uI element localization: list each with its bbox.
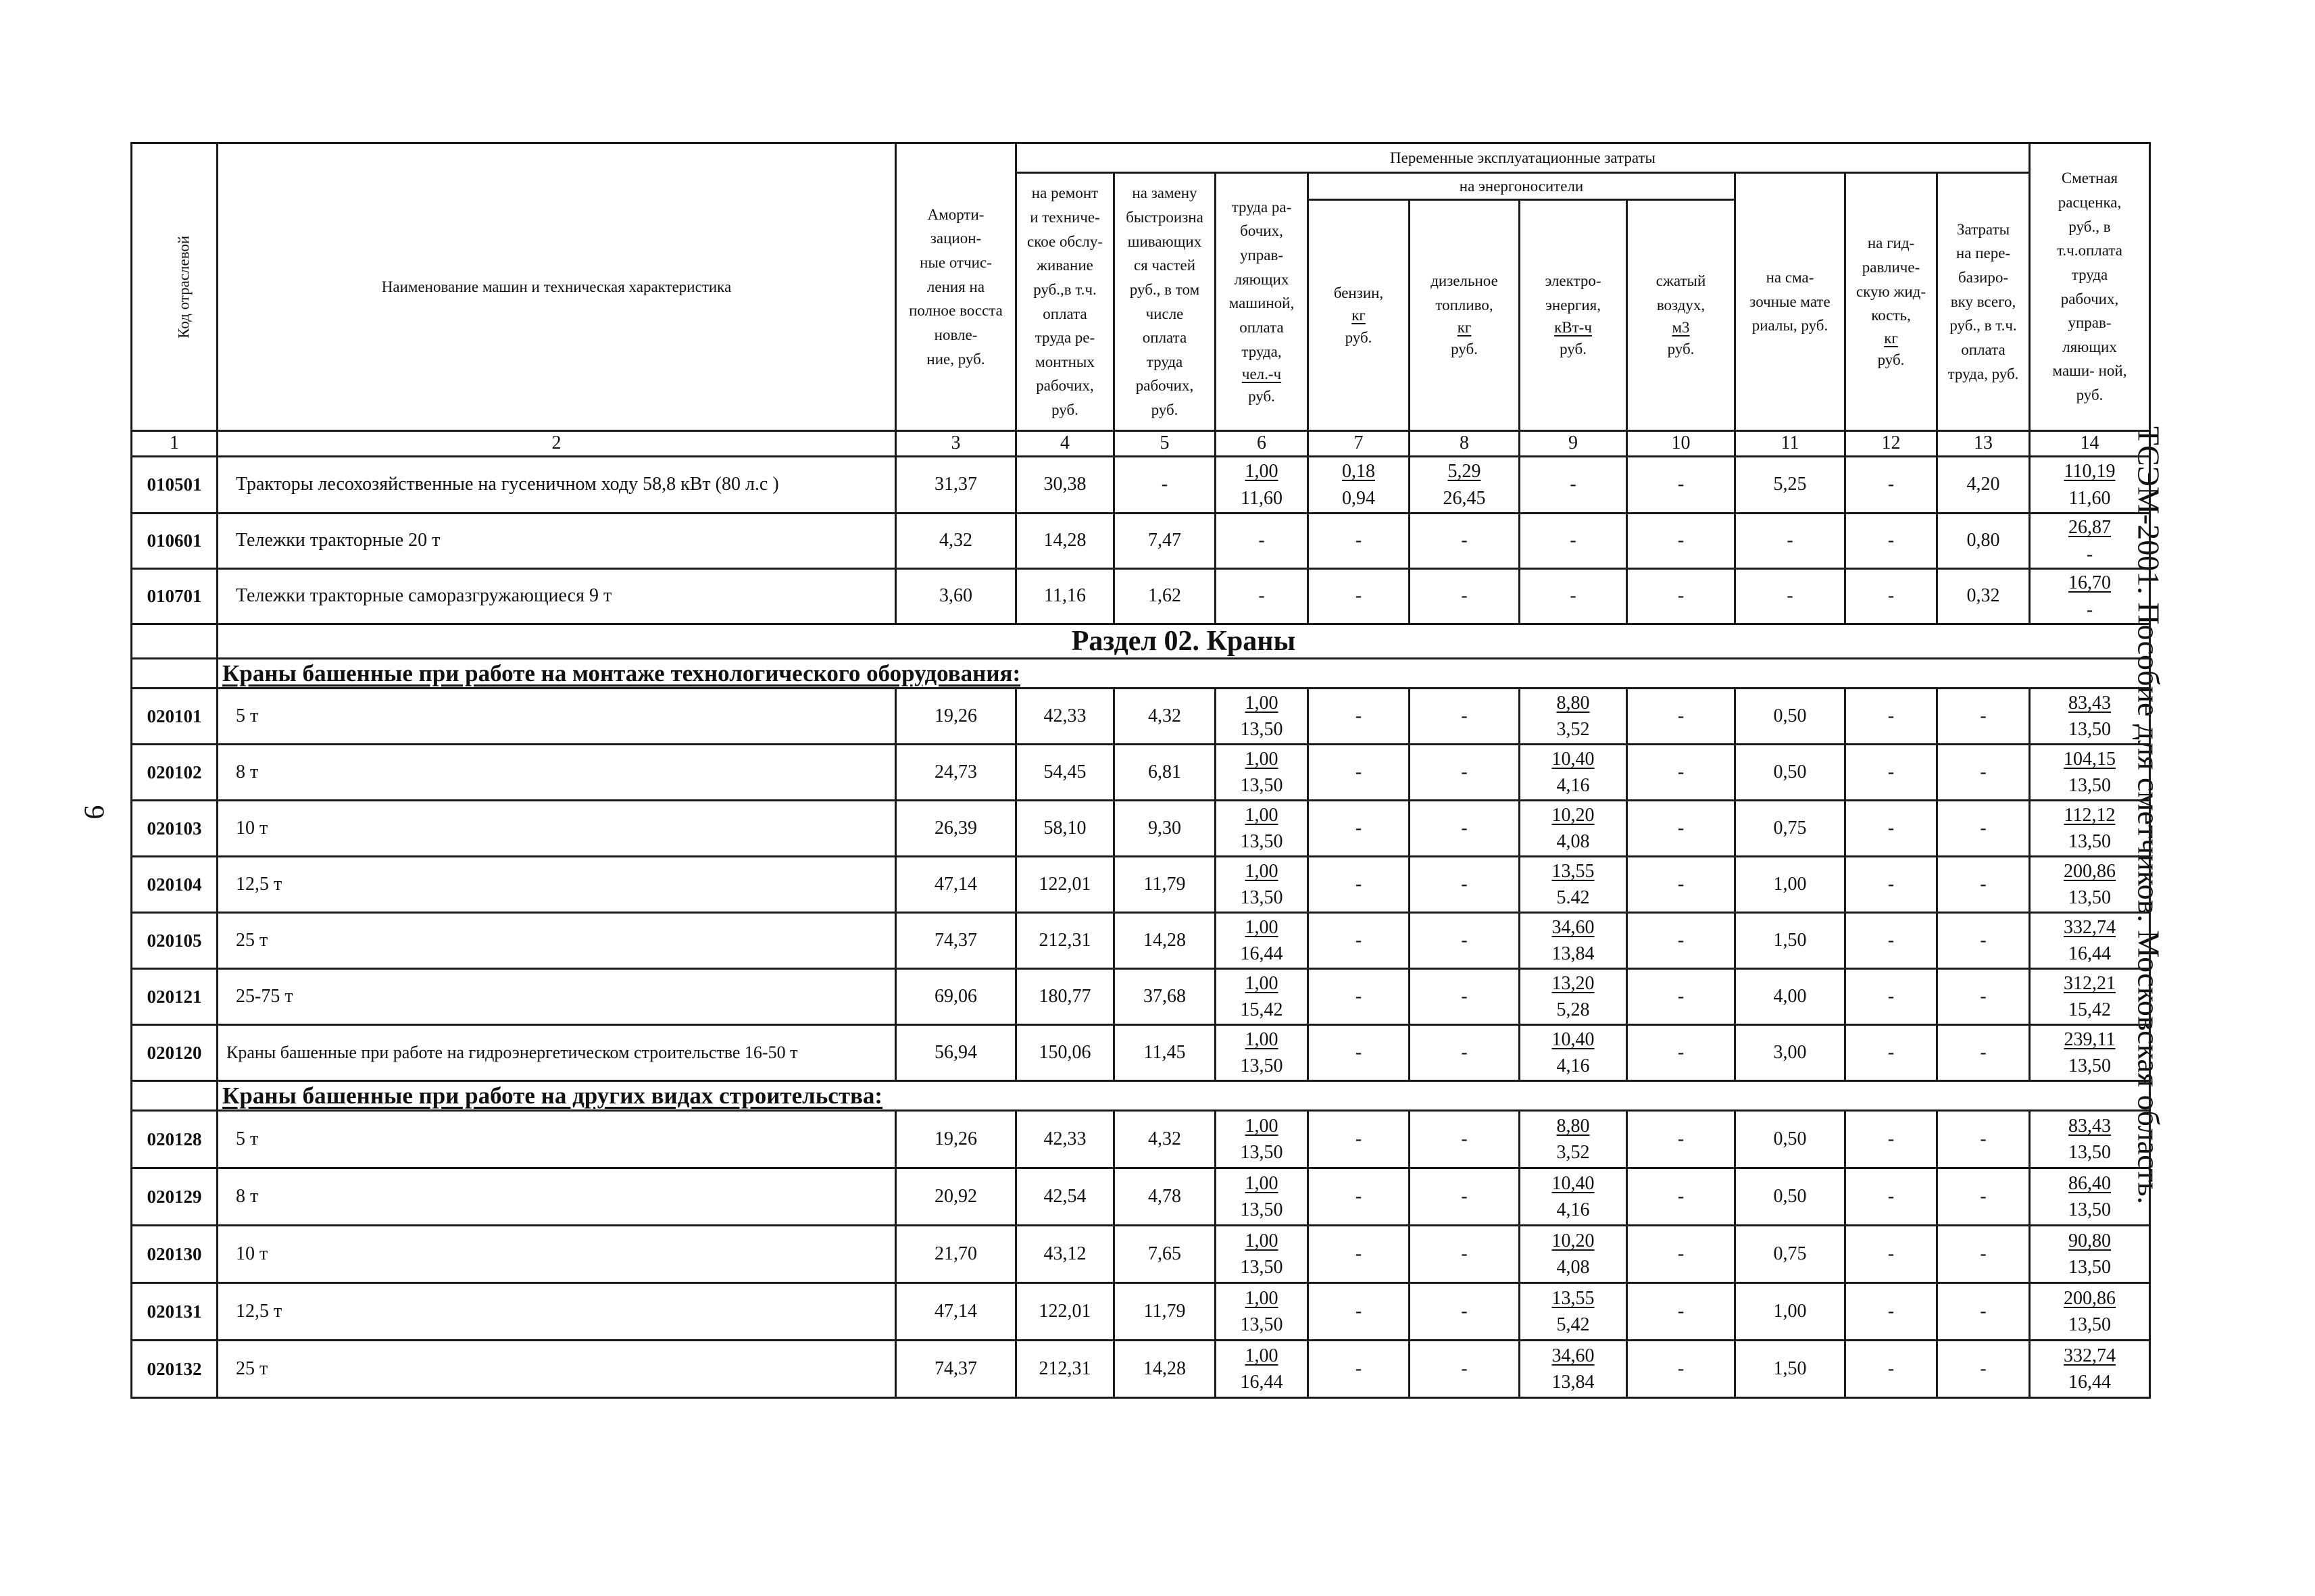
row-parts: 4,32 xyxy=(1114,689,1216,745)
row-code: 010601 xyxy=(132,514,218,569)
header-amort: Аморти- зацион- ные отчис- ления на полное восста новле- ние, руб. xyxy=(896,143,1016,431)
row-estimate: $\frac{239,11}{13,50}$ xyxy=(2030,1025,2150,1081)
row-name: 8 т xyxy=(218,745,896,801)
row-petrol: - xyxy=(1308,745,1410,801)
row-electric: $\frac{13,20}{5,28}$ xyxy=(1520,969,1627,1025)
row-estimate: $\frac{90,80}{13,50}$ xyxy=(2030,1226,2150,1283)
table-row xyxy=(132,457,2150,514)
row-repair: 14,28 xyxy=(1016,514,1114,569)
row-electric: $\frac{13,55}{5,42}$ xyxy=(1520,1283,1627,1341)
row-labor: $\frac{1,00}{13,50}$ xyxy=(1216,857,1308,913)
row-estimate: $\frac{312,21}{15,42}$ xyxy=(2030,969,2150,1025)
row-diesel: - xyxy=(1410,1111,1520,1168)
header-relocation: Затраты на пере- базиро- вку всего, руб., в т.ч. оплата труда, руб. xyxy=(1937,173,2030,431)
table-row xyxy=(132,801,2150,857)
column-index-8: 8 xyxy=(1410,431,1520,457)
header-labor: труда ра- бочих, управ- ляющих машиной, оплата труда, $\frac{\text{чел.-ч}}{\text{руб.}}$ xyxy=(1216,173,1308,431)
row-diesel: - xyxy=(1410,1168,1520,1226)
row-parts: 11,79 xyxy=(1114,1283,1216,1341)
column-index-4: 4 xyxy=(1016,431,1114,457)
row-parts: 37,68 xyxy=(1114,969,1216,1025)
column-index-10: 10 xyxy=(1627,431,1735,457)
row-repair: 54,45 xyxy=(1016,745,1114,801)
row-relocation: 4,20 xyxy=(1937,457,2030,514)
row-diesel: - xyxy=(1410,913,1520,969)
row-lubricants: - xyxy=(1735,569,1845,624)
row-lubricants: 0,50 xyxy=(1735,1168,1845,1226)
row-code: 020101 xyxy=(132,689,218,745)
row-air: - xyxy=(1627,913,1735,969)
row-parts: 7,47 xyxy=(1114,514,1216,569)
row-amort: 4,32 xyxy=(896,514,1016,569)
header-energy: на энергоносители xyxy=(1308,173,1735,200)
table-row xyxy=(132,1025,2150,1081)
row-parts: 14,28 xyxy=(1114,1341,1216,1398)
row-parts: 9,30 xyxy=(1114,801,1216,857)
row-air: - xyxy=(1627,1226,1735,1283)
row-electric: $\frac{10,40}{4,16}$ xyxy=(1520,745,1627,801)
row-lubricants: 0,50 xyxy=(1735,689,1845,745)
section-title: Раздел 02. Краны xyxy=(218,624,2150,659)
row-amort: 47,14 xyxy=(896,857,1016,913)
row-air: - xyxy=(1627,969,1735,1025)
row-hydraulic: - xyxy=(1845,969,1937,1025)
table-row xyxy=(132,514,2150,569)
row-name: 8 т xyxy=(218,1168,896,1226)
row-lubricants: 0,75 xyxy=(1735,801,1845,857)
row-amort: 31,37 xyxy=(896,457,1016,514)
row-air: - xyxy=(1627,689,1735,745)
column-index-12: 12 xyxy=(1845,431,1937,457)
row-hydraulic: - xyxy=(1845,1226,1937,1283)
row-relocation: - xyxy=(1937,1283,2030,1341)
row-hydraulic: - xyxy=(1845,1111,1937,1168)
table-row xyxy=(132,1168,2150,1226)
row-amort: 20,92 xyxy=(896,1168,1016,1226)
row-labor: $\frac{1,00}{13,50}$ xyxy=(1216,689,1308,745)
row-petrol: $\frac{0,18}{0,94}$ xyxy=(1308,457,1410,514)
row-electric: - xyxy=(1520,457,1627,514)
row-code: 020128 xyxy=(132,1111,218,1168)
row-name: 10 т xyxy=(218,1226,896,1283)
row-diesel: $\frac{5,29}{26,45}$ xyxy=(1410,457,1520,514)
row-estimate: $\frac{83,43}{13,50}$ xyxy=(2030,1111,2150,1168)
row-petrol: - xyxy=(1308,1283,1410,1341)
row-diesel: - xyxy=(1410,745,1520,801)
row-amort: 56,94 xyxy=(896,1025,1016,1081)
row-lubricants: 1,00 xyxy=(1735,857,1845,913)
column-index-3: 3 xyxy=(896,431,1016,457)
row-amort: 26,39 xyxy=(896,801,1016,857)
header-diesel: дизельное топливо, $\frac{кг}{\text{руб.}}$ xyxy=(1410,200,1520,431)
row-relocation: - xyxy=(1937,1226,2030,1283)
row-relocation: - xyxy=(1937,969,2030,1025)
row-parts: 11,79 xyxy=(1114,857,1216,913)
row-estimate: $\frac{86,40}{13,50}$ xyxy=(2030,1168,2150,1226)
header-parts: на замену быстроизна шивающих ся частей руб., в том числе оплата труда рабочих, руб. xyxy=(1114,173,1216,431)
column-index-6: 6 xyxy=(1216,431,1308,457)
row-petrol: - xyxy=(1308,689,1410,745)
header-estimate: Сметная расценка, руб., в т.ч.оплата труда рабочих, управ- ляющих маши- ной, руб. xyxy=(2030,143,2150,431)
row-diesel: - xyxy=(1410,857,1520,913)
row-petrol: - xyxy=(1308,514,1410,569)
row-electric: $\frac{10,40}{4,16}$ xyxy=(1520,1025,1627,1081)
row-code: 020131 xyxy=(132,1283,218,1341)
row-labor: $\frac{1,00}{16,44}$ xyxy=(1216,1341,1308,1398)
row-amort: 74,37 xyxy=(896,1341,1016,1398)
row-hydraulic: - xyxy=(1845,1025,1937,1081)
row-labor: $\frac{1,00}{13,50}$ xyxy=(1216,801,1308,857)
header-petrol: бензин, $\frac{кг}{\text{руб.}}$ xyxy=(1308,200,1410,431)
row-name: 12,5 т xyxy=(218,1283,896,1341)
row-air: - xyxy=(1627,1283,1735,1341)
row-electric: $\frac{10,20}{4,08}$ xyxy=(1520,801,1627,857)
row-labor: $\frac{1,00}{13,50}$ xyxy=(1216,1283,1308,1341)
row-hydraulic: - xyxy=(1845,457,1937,514)
row-labor: - xyxy=(1216,514,1308,569)
row-petrol: - xyxy=(1308,913,1410,969)
row-code: 020103 xyxy=(132,801,218,857)
row-estimate: $\frac{26,87}{-}$ xyxy=(2030,514,2150,569)
subsection-title-2: Краны башенные при работе на других видах строительства: xyxy=(218,1081,2150,1111)
row-name: 5 т xyxy=(218,1111,896,1168)
row-diesel: - xyxy=(1410,969,1520,1025)
row-petrol: - xyxy=(1308,969,1410,1025)
table-row xyxy=(132,913,2150,969)
row-relocation: 0,80 xyxy=(1937,514,2030,569)
row-lubricants: 0,50 xyxy=(1735,1111,1845,1168)
row-labor: $\frac{1,00}{13,50}$ xyxy=(1216,1168,1308,1226)
row-labor: $\frac{1,00}{13,50}$ xyxy=(1216,1226,1308,1283)
row-air: - xyxy=(1627,801,1735,857)
row-code: 020104 xyxy=(132,857,218,913)
row-relocation: - xyxy=(1937,1025,2030,1081)
row-repair: 42,33 xyxy=(1016,1111,1114,1168)
row-repair: 58,10 xyxy=(1016,801,1114,857)
row-estimate: $\frac{112,12}{13,50}$ xyxy=(2030,801,2150,857)
row-estimate: $\frac{110,19}{11,60}$ xyxy=(2030,457,2150,514)
column-index-7: 7 xyxy=(1308,431,1410,457)
row-electric: $\frac{10,40}{4,16}$ xyxy=(1520,1168,1627,1226)
row-amort: 74,37 xyxy=(896,913,1016,969)
column-index-13: 13 xyxy=(1937,431,2030,457)
row-relocation: - xyxy=(1937,913,2030,969)
row-lubricants: 4,00 xyxy=(1735,969,1845,1025)
row-repair: 11,16 xyxy=(1016,569,1114,624)
row-air: - xyxy=(1627,569,1735,624)
row-diesel: - xyxy=(1410,1025,1520,1081)
row-parts: 6,81 xyxy=(1114,745,1216,801)
row-labor: $\frac{1,00}{11,60}$ xyxy=(1216,457,1308,514)
row-lubricants: 0,50 xyxy=(1735,745,1845,801)
row-diesel: - xyxy=(1410,514,1520,569)
row-estimate: $\frac{332,74}{16,44}$ xyxy=(2030,913,2150,969)
row-labor: $\frac{1,00}{13,50}$ xyxy=(1216,1025,1308,1081)
header-hydraulic: на гид- равличе- скую жид- кость, $\frac{кг}{\text{руб.}}$ xyxy=(1845,173,1937,431)
row-code: 020129 xyxy=(132,1168,218,1226)
row-name: 10 т xyxy=(218,801,896,857)
row-relocation: - xyxy=(1937,801,2030,857)
table-row xyxy=(132,1283,2150,1341)
row-electric: - xyxy=(1520,569,1627,624)
row-parts: 4,32 xyxy=(1114,1111,1216,1168)
row-hydraulic: - xyxy=(1845,1168,1937,1226)
column-index-5: 5 xyxy=(1114,431,1216,457)
row-parts: 1,62 xyxy=(1114,569,1216,624)
row-diesel: - xyxy=(1410,801,1520,857)
row-relocation: 0,32 xyxy=(1937,569,2030,624)
row-hydraulic: - xyxy=(1845,569,1937,624)
subsection-title-1: Краны башенные при работе на монтаже технологического оборудования: xyxy=(218,659,2150,689)
row-code: 020120 xyxy=(132,1025,218,1081)
row-repair: 122,01 xyxy=(1016,857,1114,913)
row-repair: 212,31 xyxy=(1016,1341,1114,1398)
row-amort: 3,60 xyxy=(896,569,1016,624)
subsection-code-cell xyxy=(132,1081,218,1111)
row-petrol: - xyxy=(1308,857,1410,913)
header-variable: Переменные эксплуатационные затраты xyxy=(1016,143,2030,173)
row-estimate: $\frac{200,86}{13,50}$ xyxy=(2030,1283,2150,1341)
row-amort: 19,26 xyxy=(896,1111,1016,1168)
row-lubricants: 1,50 xyxy=(1735,913,1845,969)
row-code: 020130 xyxy=(132,1226,218,1283)
row-name: 25 т xyxy=(218,913,896,969)
side-title: ТСЭМ-2001. Пособие для сметчиков. Московская область. xyxy=(2131,426,2166,1205)
row-electric: $\frac{34,60}{13,84}$ xyxy=(1520,1341,1627,1398)
table-row xyxy=(132,1111,2150,1168)
row-labor: $\frac{1,00}{13,50}$ xyxy=(1216,745,1308,801)
header-code: Код отраслевой xyxy=(132,143,218,431)
table-row xyxy=(132,1226,2150,1283)
column-index-11: 11 xyxy=(1735,431,1845,457)
row-electric: $\frac{10,20}{4,08}$ xyxy=(1520,1226,1627,1283)
row-code: 020121 xyxy=(132,969,218,1025)
row-parts: - xyxy=(1114,457,1216,514)
row-name: Тракторы лесохозяйственные на гусеничном ходу 58,8 кВт (80 л.с ) xyxy=(218,457,896,514)
row-parts: 4,78 xyxy=(1114,1168,1216,1226)
row-petrol: - xyxy=(1308,569,1410,624)
row-code: 020132 xyxy=(132,1341,218,1398)
row-petrol: - xyxy=(1308,1226,1410,1283)
page-number: 9 xyxy=(78,805,109,820)
row-diesel: - xyxy=(1410,569,1520,624)
row-electric: $\frac{34,60}{13,84}$ xyxy=(1520,913,1627,969)
row-lubricants: 1,00 xyxy=(1735,1283,1845,1341)
row-repair: 43,12 xyxy=(1016,1226,1114,1283)
row-repair: 42,33 xyxy=(1016,689,1114,745)
row-amort: 21,70 xyxy=(896,1226,1016,1283)
row-estimate: $\frac{83,43}{13,50}$ xyxy=(2030,689,2150,745)
header-air: сжатый воздух, $\frac{м3}{\text{руб.}}$ xyxy=(1627,200,1735,431)
row-name: Краны башенные при работе на гидроэнергетическом строительстве 16-50 т xyxy=(218,1025,896,1081)
section-code-cell xyxy=(132,624,218,659)
row-air: - xyxy=(1627,514,1735,569)
header-name: Наименование машин и техническая характеристика xyxy=(218,143,896,431)
row-lubricants: - xyxy=(1735,514,1845,569)
row-code: 010501 xyxy=(132,457,218,514)
row-electric: - xyxy=(1520,514,1627,569)
row-relocation: - xyxy=(1937,745,2030,801)
row-diesel: - xyxy=(1410,1226,1520,1283)
row-name: 25-75 т xyxy=(218,969,896,1025)
row-hydraulic: - xyxy=(1845,913,1937,969)
row-amort: 47,14 xyxy=(896,1283,1016,1341)
row-repair: 30,38 xyxy=(1016,457,1114,514)
table-row xyxy=(132,569,2150,624)
row-air: - xyxy=(1627,1025,1735,1081)
row-diesel: - xyxy=(1410,1283,1520,1341)
row-amort: 19,26 xyxy=(896,689,1016,745)
table-row xyxy=(132,689,2150,745)
row-estimate: $\frac{200,86}{13,50}$ xyxy=(2030,857,2150,913)
row-lubricants: 0,75 xyxy=(1735,1226,1845,1283)
table-row xyxy=(132,857,2150,913)
row-repair: 122,01 xyxy=(1016,1283,1114,1341)
row-air: - xyxy=(1627,1341,1735,1398)
row-lubricants: 5,25 xyxy=(1735,457,1845,514)
row-relocation: - xyxy=(1937,1341,2030,1398)
subsection-code-cell xyxy=(132,659,218,689)
row-air: - xyxy=(1627,1111,1735,1168)
row-hydraulic: - xyxy=(1845,1341,1937,1398)
row-hydraulic: - xyxy=(1845,689,1937,745)
row-amort: 69,06 xyxy=(896,969,1016,1025)
row-amort: 24,73 xyxy=(896,745,1016,801)
row-labor: $\frac{1,00}{16,44}$ xyxy=(1216,913,1308,969)
row-hydraulic: - xyxy=(1845,514,1937,569)
row-labor: $\frac{1,00}{13,50}$ xyxy=(1216,1111,1308,1168)
row-diesel: - xyxy=(1410,689,1520,745)
row-petrol: - xyxy=(1308,1025,1410,1081)
table-row xyxy=(132,1341,2150,1398)
row-air: - xyxy=(1627,857,1735,913)
column-index-14: 14 xyxy=(2030,431,2150,457)
row-code: 010701 xyxy=(132,569,218,624)
row-hydraulic: - xyxy=(1845,1283,1937,1341)
row-estimate: $\frac{104,15}{13,50}$ xyxy=(2030,745,2150,801)
row-air: - xyxy=(1627,1168,1735,1226)
row-diesel: - xyxy=(1410,1341,1520,1398)
row-relocation: - xyxy=(1937,857,2030,913)
header-lubricants: на сма- зочные мате риалы, руб. xyxy=(1735,173,1845,431)
row-parts: 11,45 xyxy=(1114,1025,1216,1081)
row-electric: $\frac{8,80}{3,52}$ xyxy=(1520,1111,1627,1168)
header-electric: электро- энергия, $\frac{\text{кВт-ч}}{\text{руб.}}$ xyxy=(1520,200,1627,431)
row-name: 5 т xyxy=(218,689,896,745)
row-lubricants: 3,00 xyxy=(1735,1025,1845,1081)
row-repair: 180,77 xyxy=(1016,969,1114,1025)
row-air: - xyxy=(1627,745,1735,801)
row-parts: 14,28 xyxy=(1114,913,1216,969)
row-petrol: - xyxy=(1308,1341,1410,1398)
row-repair: 212,31 xyxy=(1016,913,1114,969)
row-hydraulic: - xyxy=(1845,857,1937,913)
table-row xyxy=(132,969,2150,1025)
row-hydraulic: - xyxy=(1845,801,1937,857)
row-hydraulic: - xyxy=(1845,745,1937,801)
machine-rates-table xyxy=(130,142,2151,1399)
row-air: - xyxy=(1627,457,1735,514)
row-estimate: $\frac{16,70}{-}$ xyxy=(2030,569,2150,624)
row-petrol: - xyxy=(1308,1111,1410,1168)
row-name: 25 т xyxy=(218,1341,896,1398)
row-name: Тележки тракторные 20 т xyxy=(218,514,896,569)
column-index-1: 1 xyxy=(132,431,218,457)
row-relocation: - xyxy=(1937,1168,2030,1226)
row-name: Тележки тракторные саморазгружающиеся 9 т xyxy=(218,569,896,624)
row-estimate: $\frac{332,74}{16,44}$ xyxy=(2030,1341,2150,1398)
row-repair: 42,54 xyxy=(1016,1168,1114,1226)
row-relocation: - xyxy=(1937,689,2030,745)
row-electric: $\frac{13,55}{5.42}$ xyxy=(1520,857,1627,913)
row-code: 020102 xyxy=(132,745,218,801)
row-lubricants: 1,50 xyxy=(1735,1341,1845,1398)
row-repair: 150,06 xyxy=(1016,1025,1114,1081)
row-petrol: - xyxy=(1308,801,1410,857)
row-code: 020105 xyxy=(132,913,218,969)
row-labor: - xyxy=(1216,569,1308,624)
header-repair: на ремонт и техниче- ское обслу- живание руб.,в т.ч. оплата труда ре- монтных рабочих, руб. xyxy=(1016,173,1114,431)
row-parts: 7,65 xyxy=(1114,1226,1216,1283)
row-electric: $\frac{8,80}{3,52}$ xyxy=(1520,689,1627,745)
row-name: 12,5 т xyxy=(218,857,896,913)
row-relocation: - xyxy=(1937,1111,2030,1168)
column-index-2: 2 xyxy=(218,431,896,457)
row-labor: $\frac{1,00}{15,42}$ xyxy=(1216,969,1308,1025)
table-row xyxy=(132,745,2150,801)
row-petrol: - xyxy=(1308,1168,1410,1226)
column-index-9: 9 xyxy=(1520,431,1627,457)
